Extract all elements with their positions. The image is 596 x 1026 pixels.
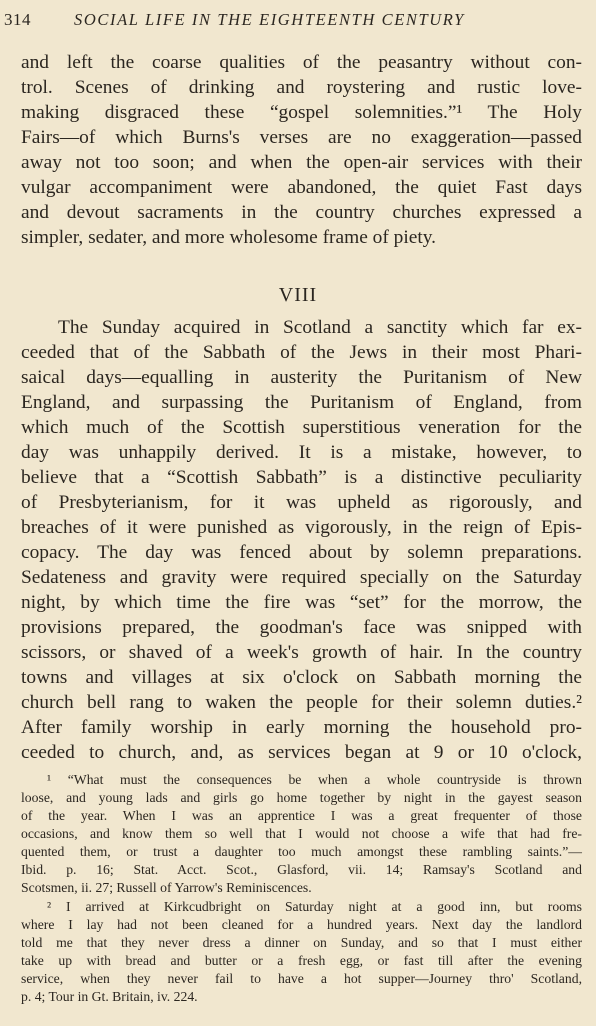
footnote-line: loose, and young lads and girls go home together by night in the gayest season [21, 790, 582, 805]
text-line: saical days—equalling in austerity the Puritanism of New [21, 367, 582, 388]
text-line: of Presbyterianism, for it was upheld as rigorously, and [21, 492, 582, 513]
footnote-line: of the year. When I was an apprentice I was a great frequenter of those [21, 808, 582, 823]
text-line: England, and surpassing the Puritanism of England, from [21, 392, 582, 413]
footnote-line: where I lay had not been cleaned for a hundred years. Next day the landlord [21, 917, 582, 932]
page-number: 314 [4, 10, 31, 29]
text-line: church bell rang to waken the people for their solemn duties.² [21, 692, 582, 713]
text-line: ceeded to church, and, as services began at 9 or 10 o'clock, [21, 742, 582, 763]
text-line: copacy. The day was fenced about by solemn preparations. [21, 542, 582, 563]
text-line: day was unhappily derived. It is a mistake, however, to [21, 442, 582, 463]
text-line: breaches of it were punished as vigorously, in the reign of Epis- [21, 517, 582, 538]
footnote-line: told me that they never dress a dinner on Sunday, and so that I must either [21, 935, 582, 950]
text-line: scissors, or shaved of a week's growth of hair. In the country [21, 642, 582, 663]
section-heading: VIII [278, 284, 318, 306]
running-head: SOCIAL LIFE IN THE EIGHTEENTH CENTURY [74, 10, 465, 29]
footnote-line: p. 4; Tour in Gt. Britain, iv. 224. [21, 989, 198, 1004]
text-line: away not too soon; and when the open-air services with their [21, 152, 582, 173]
footnote-line: service, when they never fail to have a hot supper—Journey thro' Scotland, [21, 971, 582, 986]
text-line: After family worship in early morning the household pro- [21, 717, 582, 738]
text-line: Fairs—of which Burns's verses are no exaggeration—passed [21, 127, 582, 148]
text-line: night, by which time the fire was “set” for the morrow, the [21, 592, 582, 613]
footnote-line: Ibid. p. 16; Stat. Acct. Scot., Glasford, vii. 14; Ramsay's Scotland and [21, 862, 582, 877]
footnote-line: ¹ “What must the consequences be when a whole countryside is thrown [47, 772, 582, 787]
text-line: believe that a “Scottish Sabbath” is a distinctive peculiarity [21, 467, 582, 488]
text-line: The Sunday acquired in Scotland a sanctity which far ex- [58, 317, 582, 338]
text-line: towns and villages at six o'clock on Sabbath morning the [21, 667, 582, 688]
text-line: ceeded that of the Sabbath of the Jews in their most Phari- [21, 342, 582, 363]
text-line: Sedateness and gravity were required specially on the Saturday [21, 567, 582, 588]
page-header [4, 10, 589, 34]
text-line: and left the coarse qualities of the peasantry without con- [21, 52, 582, 73]
footnote-line: quented them, or trust a daughter too much amongst these rambling saints.”— [21, 844, 582, 859]
text-line: trol. Scenes of drinking and roystering and rustic love- [21, 77, 582, 98]
footnote-line: Scotsmen, ii. 27; Russell of Yarrow's Reminiscences. [21, 880, 312, 895]
footnote-line: take up with bread and butter or a fresh egg, or fast till after the evening [21, 953, 582, 968]
text-line: simpler, sedater, and more wholesome frame of piety. [21, 227, 437, 248]
text-line: which much of the Scottish superstitious veneration for the [21, 417, 582, 438]
text-line: vulgar accompaniment were abandoned, the quiet Fast days [21, 177, 582, 198]
footnote-line: occasions, and know them so well that I would not choose a wife that had fre- [21, 826, 582, 841]
text-line: and devout sacraments in the country churches expressed a [21, 202, 582, 223]
footnote-line: ² I arrived at Kirkcudbright on Saturday night at a good inn, but rooms [47, 899, 582, 914]
text-line: making disgraced these “gospel solemnities.”¹ The Holy [21, 102, 582, 123]
text-line: provisions prepared, the goodman's face was snipped with [21, 617, 582, 638]
